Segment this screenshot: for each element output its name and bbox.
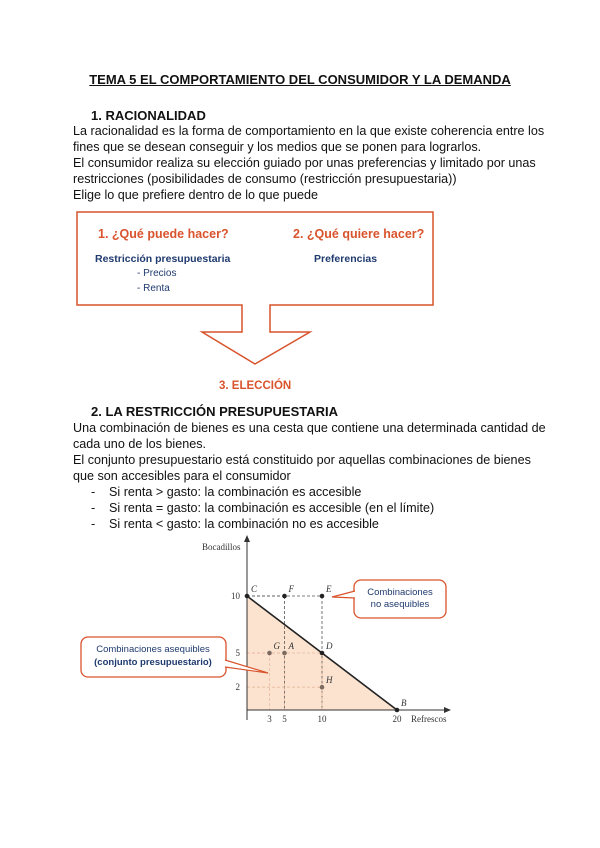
- x-tick-label: 3: [267, 714, 272, 724]
- callout-unaffordable-line1: Combinaciones: [367, 587, 433, 598]
- paragraph-line: cada uno de los bienes.: [73, 437, 207, 451]
- item-renta: - Renta: [137, 283, 170, 294]
- y-axis-arrow-icon: [244, 535, 250, 542]
- point-label: G: [273, 641, 280, 651]
- callout-unaffordable-line2: no asequibles: [370, 599, 430, 610]
- choice-label: 3. ELECCIÓN: [219, 380, 292, 392]
- point-E: [320, 594, 325, 599]
- paragraph-line: restricciones (posibilidades de consumo (restricción presupuestaria)): [73, 172, 457, 186]
- paragraph-line: El consumidor realiza su elección guiado por unas preferencias y limitado por unas: [73, 156, 536, 170]
- point-D: [320, 651, 325, 656]
- callout-pointer: [332, 591, 355, 598]
- paragraph-line: La racionalidad es la forma de comportamiento en la que existe coherencia entre los: [73, 124, 545, 138]
- budget-restriction-label: Restricción presupuestaria: [95, 253, 231, 265]
- bullet-text: Si renta < gasto: la combinación no es accesible: [109, 517, 379, 531]
- callout-affordable-line2: (conjunto presupuestario): [94, 657, 212, 668]
- paragraph-line: que son accesibles para el consumidor: [73, 469, 291, 483]
- point-G: [267, 651, 272, 656]
- bullet-text: Si renta = gasto: la combinación es accesible (en el límite): [109, 501, 435, 515]
- point-label: F: [288, 584, 294, 594]
- bullet-item: - Si renta < gasto: la combinación no es accesible: [91, 517, 379, 531]
- y-tick-label: 10: [231, 591, 240, 601]
- paragraph-line: Una combinación de bienes es una cesta que contiene una determinada cantidad de: [73, 421, 546, 435]
- callout-affordable-line1: Combinaciones asequibles: [96, 644, 210, 655]
- point-C: [245, 594, 250, 599]
- section-heading-restriccion: 2. LA RESTRICCIÓN PRESUPUESTARIA: [91, 404, 339, 419]
- x-axis-label: Refrescos: [411, 714, 447, 724]
- bullet-text: Si renta > gasto: la combinación es accesible: [109, 485, 362, 499]
- point-label: B: [401, 698, 407, 708]
- point-label: E: [326, 584, 332, 594]
- point-B: [395, 708, 400, 713]
- y-axis-label: Bocadillos: [202, 542, 241, 552]
- point-label: H: [326, 675, 333, 686]
- x-tick-label: 10: [317, 714, 327, 724]
- point-label: D: [326, 641, 333, 651]
- paragraph-line: El conjunto presupuestario está constituido por aquellas combinaciones de bienes: [73, 453, 531, 467]
- y-tick-label: 5: [235, 648, 240, 658]
- document-title: TEMA 5 EL COMPORTAMIENTO DEL CONSUMIDOR Y LA DEMANDA: [89, 72, 511, 87]
- point-F: [282, 594, 287, 599]
- x-tick-label: 5: [282, 714, 287, 724]
- paragraph-line: Elige lo que prefiere dentro de lo que puede: [73, 188, 319, 202]
- bullet-item: - Si renta = gasto: la combinación es accesible (en el límite): [91, 501, 435, 515]
- x-axis-arrow-icon: [444, 707, 451, 713]
- point-label: C: [251, 584, 258, 594]
- point-H: [320, 685, 325, 690]
- question-can-do: 1. ¿Qué puede hacer?: [98, 227, 229, 241]
- x-tick-label: 20: [392, 714, 402, 724]
- y-tick-label: 2: [235, 682, 240, 693]
- section-heading-racionalidad: 1. RACIONALIDAD: [91, 108, 206, 123]
- preferences-label: Preferencias: [314, 253, 378, 265]
- item-precios: - Precios: [137, 268, 177, 279]
- paragraph-line: fines que se desean conseguir y los medios que se ponen para lograrlos.: [73, 140, 482, 154]
- question-wants-do: 2. ¿Qué quiere hacer?: [293, 227, 425, 241]
- point-label: A: [288, 641, 294, 651]
- bullet-item: - Si renta > gasto: la combinación es accesible: [91, 485, 362, 499]
- point-A: [282, 651, 287, 656]
